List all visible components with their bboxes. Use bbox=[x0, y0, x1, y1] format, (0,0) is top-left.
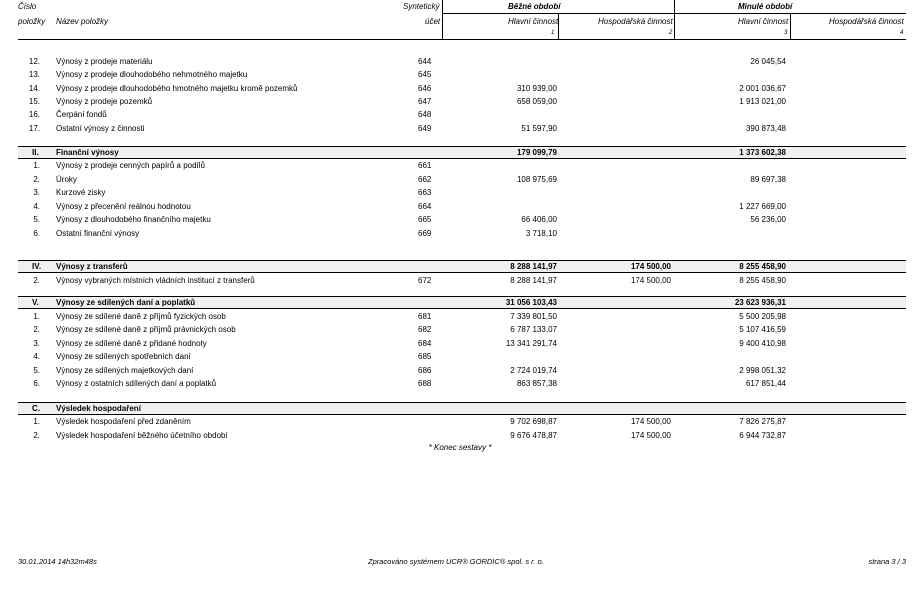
divider bbox=[442, 13, 906, 14]
cell-previous-main: 1 913 021,00 bbox=[739, 97, 786, 106]
cell-current-main: 13 341 291,74 bbox=[505, 339, 557, 348]
table-row bbox=[18, 68, 906, 81]
table-row bbox=[18, 377, 906, 390]
table-row bbox=[18, 213, 906, 226]
row-number: 2. bbox=[33, 276, 40, 285]
cell-current-economic: 174 500,00 bbox=[630, 276, 671, 285]
table-row bbox=[18, 186, 906, 199]
section-row bbox=[18, 260, 906, 273]
col-account-label-1: Syntetický bbox=[403, 2, 440, 11]
row-account: 661 bbox=[418, 161, 432, 170]
cell-previous-main: 8 255 458,90 bbox=[739, 262, 786, 271]
row-number: 3. bbox=[33, 339, 40, 348]
row-number: 1. bbox=[33, 161, 40, 170]
cell-current-main: 179 099,79 bbox=[516, 148, 557, 157]
row-account: 682 bbox=[418, 325, 432, 334]
row-number: 17. bbox=[28, 124, 40, 133]
row-number: II. bbox=[32, 148, 39, 157]
row-label: Čerpání fondů bbox=[56, 110, 107, 119]
table-row bbox=[18, 323, 906, 336]
row-number: C. bbox=[32, 404, 40, 413]
row-number: 3. bbox=[33, 188, 40, 197]
row-account: 648 bbox=[418, 110, 432, 119]
cell-previous-main: 26 045,54 bbox=[750, 57, 786, 66]
row-label: Výnosy z dlouhodobého finančního majetku bbox=[56, 215, 211, 224]
cell-current-main: 8 288 141,97 bbox=[510, 276, 557, 285]
row-account: 669 bbox=[418, 229, 432, 238]
col-index-1: 1 bbox=[551, 30, 555, 36]
row-label: Výnosy z transferů bbox=[56, 262, 128, 271]
row-number: 2. bbox=[33, 175, 40, 184]
cell-current-main: 9 676 478,87 bbox=[510, 431, 557, 440]
row-label: Výnosy ze sdílených majetkových daní bbox=[56, 366, 194, 375]
col-index-4: 4 bbox=[900, 30, 904, 36]
row-label: Úroky bbox=[56, 175, 77, 184]
cell-current-main: 3 718,10 bbox=[525, 229, 557, 238]
cell-current-economic: 174 500,00 bbox=[630, 431, 671, 440]
table-row bbox=[18, 108, 906, 121]
cell-current-main: 6 787 133,07 bbox=[510, 325, 557, 334]
row-account: 646 bbox=[418, 84, 432, 93]
divider bbox=[18, 39, 906, 40]
row-number: 4. bbox=[33, 202, 40, 211]
col-index-2: 2 bbox=[669, 30, 673, 36]
row-number: 6. bbox=[33, 229, 40, 238]
cell-current-main: 31 056 103,43 bbox=[505, 298, 557, 307]
cell-current-main: 7 339 801,50 bbox=[510, 312, 557, 321]
divider bbox=[674, 0, 675, 40]
cell-previous-main: 6 944 732,87 bbox=[739, 431, 786, 440]
divider bbox=[442, 0, 443, 40]
row-number: 1. bbox=[33, 312, 40, 321]
cell-previous-main: 2 001 036,67 bbox=[739, 84, 786, 93]
table-row bbox=[18, 173, 906, 186]
table-row bbox=[18, 122, 906, 135]
row-number: 5. bbox=[33, 215, 40, 224]
cell-current-main: 108 975,69 bbox=[516, 175, 557, 184]
divider bbox=[558, 13, 559, 40]
cell-current-main: 9 702 698,87 bbox=[510, 417, 557, 426]
cell-previous-main: 1 373 602,38 bbox=[739, 148, 786, 157]
cell-current-main: 8 288 141,97 bbox=[510, 262, 557, 271]
section-row bbox=[18, 296, 906, 309]
cell-previous-main: 5 500 205,98 bbox=[739, 312, 786, 321]
row-number: IV. bbox=[32, 262, 42, 271]
cell-previous-main: 5 107 416,59 bbox=[739, 325, 786, 334]
col-number-label-2: položky bbox=[18, 17, 46, 26]
row-account: 663 bbox=[418, 188, 432, 197]
row-label: Výnosy ze sdílených spotřebních daní bbox=[56, 352, 191, 361]
previous-main-activity-label: Hlavní činnost bbox=[738, 17, 789, 26]
row-label: Výnosy z prodeje dlouhodobého nehmotného majetku bbox=[56, 70, 248, 79]
table-row bbox=[18, 95, 906, 108]
row-account: 662 bbox=[418, 175, 432, 184]
row-label: Kurzové zisky bbox=[56, 188, 106, 197]
cell-previous-main: 2 998 051,32 bbox=[739, 366, 786, 375]
row-number: 2. bbox=[33, 431, 40, 440]
cell-previous-main: 617 851,44 bbox=[745, 379, 786, 388]
section-row bbox=[18, 402, 906, 415]
row-account: 685 bbox=[418, 352, 432, 361]
row-label: Výnosy ze sdílené daně z přidané hodnoty bbox=[56, 339, 207, 348]
row-label: Výsledek hospodaření běžného účetního období bbox=[56, 431, 228, 440]
row-account: 672 bbox=[418, 276, 432, 285]
row-label: Finanční výnosy bbox=[56, 148, 119, 157]
cell-previous-main: 1 227 669,00 bbox=[739, 202, 786, 211]
row-label: Výnosy ze sdílené daně z příjmů fyzických osob bbox=[56, 312, 226, 321]
row-label: Výsledek hospodaření před zdaněním bbox=[56, 417, 191, 426]
cell-previous-main: 23 623 936,31 bbox=[734, 298, 786, 307]
row-label: Ostatní finanční výnosy bbox=[56, 229, 140, 238]
row-account: 681 bbox=[418, 312, 432, 321]
row-label: Výnosy z prodeje cenných papírů a podílů bbox=[56, 161, 205, 170]
previous-period-label: Minulé období bbox=[738, 2, 793, 11]
row-account: 644 bbox=[418, 57, 432, 66]
row-account: 684 bbox=[418, 339, 432, 348]
current-economic-activity-label: Hospodářská činnost bbox=[598, 17, 673, 26]
table-row bbox=[18, 350, 906, 363]
row-account: 688 bbox=[418, 379, 432, 388]
col-name-label: Název položky bbox=[56, 17, 109, 26]
cell-current-main: 658 059,00 bbox=[516, 97, 557, 106]
row-number: 6. bbox=[33, 379, 40, 388]
current-period-label: Běžné období bbox=[508, 2, 561, 11]
cell-current-main: 51 597,90 bbox=[521, 124, 557, 133]
row-account: 649 bbox=[418, 124, 432, 133]
row-number: 5. bbox=[33, 366, 40, 375]
section-row bbox=[18, 146, 906, 159]
table-row bbox=[18, 415, 906, 428]
current-main-activity-label: Hlavní činnost bbox=[508, 17, 559, 26]
col-number-label-1: Číslo bbox=[18, 2, 37, 11]
col-account-label-2: účet bbox=[425, 17, 441, 26]
row-label: Výnosy z prodeje pozemků bbox=[56, 97, 153, 106]
row-number: 1. bbox=[33, 417, 40, 426]
row-label: Výnosy z přecenění reálnou hodnotou bbox=[56, 202, 191, 211]
row-label: Výsledek hospodaření bbox=[56, 404, 141, 413]
cell-current-economic: 174 500,00 bbox=[630, 262, 671, 271]
row-label: Výnosy z ostatních sdílených daní a poplatků bbox=[56, 379, 217, 388]
divider bbox=[790, 13, 791, 40]
cell-previous-main: 7 826 275,87 bbox=[739, 417, 786, 426]
table-row bbox=[18, 55, 906, 68]
row-number: 4. bbox=[33, 352, 40, 361]
table-row bbox=[18, 337, 906, 350]
row-number: 14. bbox=[28, 84, 40, 93]
footer-page: strana 3 / 3 bbox=[868, 557, 906, 566]
cell-previous-main: 8 255 458,90 bbox=[739, 276, 786, 285]
row-label: Ostatní výnosy z činnosti bbox=[56, 124, 145, 133]
row-label: Výnosy z prodeje dlouhodobého hmotného majetku kromě pozemků bbox=[56, 84, 298, 93]
table-row bbox=[18, 82, 906, 95]
table-row bbox=[18, 364, 906, 377]
row-label: Výnosy ze sdílené daně z příjmů právnických osob bbox=[56, 325, 236, 334]
row-label: Výnosy ze sdílených daní a poplatků bbox=[56, 298, 196, 307]
table-row bbox=[18, 310, 906, 323]
cell-current-main: 66 406,00 bbox=[521, 215, 557, 224]
table-header bbox=[18, 0, 906, 40]
row-account: 665 bbox=[418, 215, 432, 224]
table-row bbox=[18, 227, 906, 240]
cell-current-economic: 174 500,00 bbox=[630, 417, 671, 426]
row-number: 12. bbox=[28, 57, 40, 66]
cell-current-main: 2 724 019,74 bbox=[510, 366, 557, 375]
end-of-report: * Konec sestavy * bbox=[428, 443, 492, 452]
table-row bbox=[18, 429, 906, 442]
row-number: 2. bbox=[33, 325, 40, 334]
table-row bbox=[18, 274, 906, 287]
footer-date: 30.01.2014 14h32m48s bbox=[18, 557, 97, 566]
col-index-3: 3 bbox=[784, 30, 788, 36]
row-account: 664 bbox=[418, 202, 432, 211]
footer-processed: Zpracováno systémem UCR® GORDIC® spol. s r. o. bbox=[368, 557, 544, 566]
row-account: 645 bbox=[418, 70, 432, 79]
previous-economic-activity-label: Hospodářská činnost bbox=[829, 17, 904, 26]
row-label: Výnosy vybraných místních vládních institucí z transferů bbox=[56, 276, 255, 285]
row-number: 15. bbox=[28, 97, 40, 106]
page-footer bbox=[18, 557, 906, 569]
row-number: 13. bbox=[28, 70, 40, 79]
cell-current-main: 863 857,38 bbox=[516, 379, 557, 388]
cell-previous-main: 390 873,48 bbox=[745, 124, 786, 133]
cell-current-main: 310 939,00 bbox=[516, 84, 557, 93]
row-account: 686 bbox=[418, 366, 432, 375]
cell-previous-main: 89 697,38 bbox=[750, 175, 786, 184]
cell-previous-main: 56 236,00 bbox=[750, 215, 786, 224]
row-number: 16. bbox=[28, 110, 40, 119]
row-account: 647 bbox=[418, 97, 432, 106]
row-number: V. bbox=[32, 298, 39, 307]
cell-previous-main: 9 400 410,98 bbox=[739, 339, 786, 348]
row-label: Výnosy z prodeje materiálu bbox=[56, 57, 153, 66]
table-row bbox=[18, 159, 906, 172]
table-row bbox=[18, 200, 906, 213]
